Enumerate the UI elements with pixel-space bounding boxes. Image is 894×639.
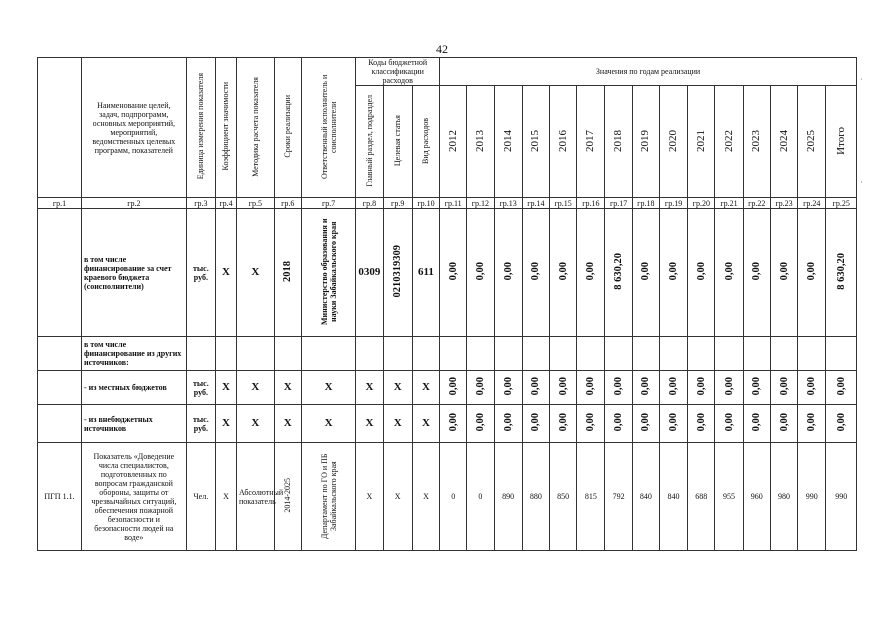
value-cell: 0,00 <box>715 209 743 337</box>
column-number: гр.24 <box>798 198 826 209</box>
column-number: гр.13 <box>494 198 522 209</box>
coef-cell: X <box>216 443 237 551</box>
value-cell: 0,00 <box>467 209 494 337</box>
value-cell: 840 <box>632 443 659 551</box>
header-blank <box>38 58 82 198</box>
value-cell: 0,00 <box>577 405 605 443</box>
value-cell: 0 <box>440 443 467 551</box>
header-year: 2025 <box>798 86 826 198</box>
value-cell: 0,00 <box>494 405 522 443</box>
column-number: гр.1 <box>38 198 82 209</box>
column-number: гр.17 <box>605 198 632 209</box>
header-year: 2023 <box>743 86 770 198</box>
header-year: 2020 <box>659 86 687 198</box>
value-cell: 792 <box>605 443 632 551</box>
column-number: гр.15 <box>550 198 577 209</box>
total-cell: 8 630,20 <box>826 209 857 337</box>
value-cell: 890 <box>494 443 522 551</box>
value-cell: 840 <box>659 443 687 551</box>
value-cell: 880 <box>522 443 549 551</box>
value-cell: 0,00 <box>494 209 522 337</box>
row-other-sources <box>38 337 857 371</box>
row-extra-budget <box>38 405 857 443</box>
header-year: 2013 <box>467 86 494 198</box>
header-year: 2016 <box>550 86 577 198</box>
value-cell: 0,00 <box>467 371 494 405</box>
page-number: 42 <box>436 42 448 56</box>
value-cell: 0,00 <box>522 405 549 443</box>
header-year: 2022 <box>715 86 743 198</box>
margin-mark: · <box>860 75 863 84</box>
mark-cell: X <box>301 405 355 443</box>
total-cell: 990 <box>826 443 857 551</box>
value-cell: 0,00 <box>798 371 826 405</box>
mark-cell: X <box>383 405 412 443</box>
mark-cell: X <box>383 371 412 405</box>
value-cell: 0,00 <box>550 209 577 337</box>
column-number: гр.6 <box>274 198 301 209</box>
header-year: 2017 <box>577 86 605 198</box>
executor-cell: Министерство образования и науки Забайкальского края <box>301 209 355 337</box>
header-article: Целевая статья <box>383 86 412 198</box>
mark-cell: X <box>356 405 383 443</box>
value-cell: 0,00 <box>770 209 797 337</box>
column-number: гр.12 <box>467 198 494 209</box>
code-cell <box>38 337 82 371</box>
value-cell: 980 <box>770 443 797 551</box>
column-number: гр.11 <box>440 198 467 209</box>
header-executor: Ответственный исполнитель и соисполнители <box>301 58 355 198</box>
article-cell: 0210319309 <box>383 209 412 337</box>
header-unit: Единица измерения показателя <box>186 58 215 198</box>
value-cell: 0,00 <box>770 405 797 443</box>
mark-cell: X <box>356 371 383 405</box>
mark-cell: X <box>236 405 274 443</box>
column-number: гр.8 <box>356 198 383 209</box>
unit-cell: тыс. руб. <box>186 209 215 337</box>
value-cell: 0,00 <box>798 405 826 443</box>
value-cell: 0,00 <box>770 371 797 405</box>
mark-cell: X <box>412 405 439 443</box>
margin-mark: · <box>860 178 863 187</box>
method-cell: Абсолютный показатель <box>236 443 274 551</box>
column-number: гр.21 <box>715 198 743 209</box>
code-cell <box>38 405 82 443</box>
value-cell: 0,00 <box>605 405 632 443</box>
column-number: гр.25 <box>826 198 857 209</box>
term-cell: 2018 <box>274 209 301 337</box>
type-cell: 611 <box>412 209 439 337</box>
mark-cell: X <box>236 371 274 405</box>
article-cell: X <box>383 443 412 551</box>
header-year: 2014 <box>494 86 522 198</box>
value-cell: 0,00 <box>743 371 770 405</box>
value-cell: 990 <box>798 443 826 551</box>
value-cell: 0,00 <box>715 405 743 443</box>
column-number: гр.9 <box>383 198 412 209</box>
value-cell: 850 <box>550 443 577 551</box>
unit-cell: тыс. руб. <box>186 371 215 405</box>
mark-cell: X <box>216 405 237 443</box>
row-region-budget <box>38 209 857 337</box>
value-cell: 688 <box>688 443 715 551</box>
column-number: гр.5 <box>236 198 274 209</box>
column-number: гр.23 <box>770 198 797 209</box>
row-name: Показатель «Доведение числа специалистов, подготовленных по вопросам гражданской обороны, защиты от чрезвычайных ситуаций, обеспечения пожарной безопасности и безопасности людей на воде» <box>81 443 186 551</box>
value-cell: 0,00 <box>798 209 826 337</box>
section-cell: X <box>356 443 383 551</box>
row-indicator <box>38 443 857 551</box>
row-name: в том числе финансирование из других источников: <box>81 337 186 371</box>
value-cell: 0,00 <box>577 371 605 405</box>
header-total: Итого <box>826 86 857 198</box>
code-cell <box>38 371 82 405</box>
row-local-budgets <box>38 371 857 405</box>
unit-cell: тыс. руб. <box>186 405 215 443</box>
value-cell: 0,00 <box>467 405 494 443</box>
header-budget-group: Коды бюджетной классификации расходов <box>356 58 440 86</box>
value-cell: 955 <box>715 443 743 551</box>
value-cell: 0,00 <box>550 405 577 443</box>
value-cell: 0,00 <box>659 405 687 443</box>
value-cell: 0,00 <box>522 209 549 337</box>
column-number: гр.14 <box>522 198 549 209</box>
row-name: в том числе финансирование за счет краевого бюджета (соисполнители) <box>81 209 186 337</box>
mark-cell: X <box>216 371 237 405</box>
value-cell: 0,00 <box>688 209 715 337</box>
value-cell: 0,00 <box>440 209 467 337</box>
value-cell: 0,00 <box>494 371 522 405</box>
value-cell: 0,00 <box>632 405 659 443</box>
header-year: 2015 <box>522 86 549 198</box>
value-cell: 0 <box>467 443 494 551</box>
mark-cell: X <box>412 371 439 405</box>
mark-cell: X <box>274 371 301 405</box>
header-type: Вид расходов <box>412 86 439 198</box>
column-number: гр.4 <box>216 198 237 209</box>
value-cell: 0,00 <box>743 209 770 337</box>
code-cell: ПГП 1.1. <box>38 443 82 551</box>
coef-cell: X <box>216 209 237 337</box>
row-name: - из внебюджетных источников <box>81 405 186 443</box>
column-number: гр.3 <box>186 198 215 209</box>
column-number: гр.22 <box>743 198 770 209</box>
header-year: 2024 <box>770 86 797 198</box>
mark-cell: X <box>274 405 301 443</box>
header-years-group: Значения по годам реализации <box>440 58 857 86</box>
total-cell: 0,00 <box>826 371 857 405</box>
value-cell: 8 630,20 <box>605 209 632 337</box>
term-cell: 2014-2025 <box>274 443 301 551</box>
header-year: 2012 <box>440 86 467 198</box>
mark-cell: X <box>301 371 355 405</box>
value-cell: 0,00 <box>688 371 715 405</box>
value-cell: 0,00 <box>659 209 687 337</box>
section-cell: 0309 <box>356 209 383 337</box>
value-cell: 815 <box>577 443 605 551</box>
value-cell: 0,00 <box>440 405 467 443</box>
column-number: гр.7 <box>301 198 355 209</box>
header-section: Главный раздел, подраздел <box>356 86 383 198</box>
header-year: 2019 <box>632 86 659 198</box>
value-cell: 0,00 <box>632 209 659 337</box>
header-row-top <box>38 58 857 86</box>
value-cell: 0,00 <box>577 209 605 337</box>
header-year: 2021 <box>688 86 715 198</box>
executor-cell: Департамент по ГО и ПБ Забайкальского края <box>301 443 355 551</box>
value-cell: 0,00 <box>550 371 577 405</box>
value-cell: 0,00 <box>715 371 743 405</box>
header-term: Сроки реализации <box>274 58 301 198</box>
unit-cell: Чел. <box>186 443 215 551</box>
value-cell: 0,00 <box>743 405 770 443</box>
row-name: - из местных бюджетов <box>81 371 186 405</box>
header-coef: Коэффициент значимости <box>216 58 237 198</box>
code-cell <box>38 209 82 337</box>
column-number: гр.19 <box>659 198 687 209</box>
value-cell: 0,00 <box>440 371 467 405</box>
column-number-row <box>38 198 857 209</box>
value-cell: 0,00 <box>632 371 659 405</box>
value-cell: 0,00 <box>522 371 549 405</box>
column-number: гр.20 <box>688 198 715 209</box>
value-cell: 0,00 <box>605 371 632 405</box>
method-cell: X <box>236 209 274 337</box>
header-method: Методика расчета показателя <box>236 58 274 198</box>
column-number: гр.18 <box>632 198 659 209</box>
type-cell: X <box>412 443 439 551</box>
column-number: гр.2 <box>81 198 186 209</box>
column-number: гр.10 <box>412 198 439 209</box>
value-cell: 0,00 <box>659 371 687 405</box>
header-name: Наименование целей, задач, подпрограмм, основных мероприятий, мероприятий, ведомственных целевых программ, показателей <box>81 58 186 198</box>
header-year: 2018 <box>605 86 632 198</box>
value-cell: 960 <box>743 443 770 551</box>
column-number: гр.16 <box>577 198 605 209</box>
total-cell: 0,00 <box>826 405 857 443</box>
value-cell: 0,00 <box>688 405 715 443</box>
budget-table <box>37 57 857 551</box>
